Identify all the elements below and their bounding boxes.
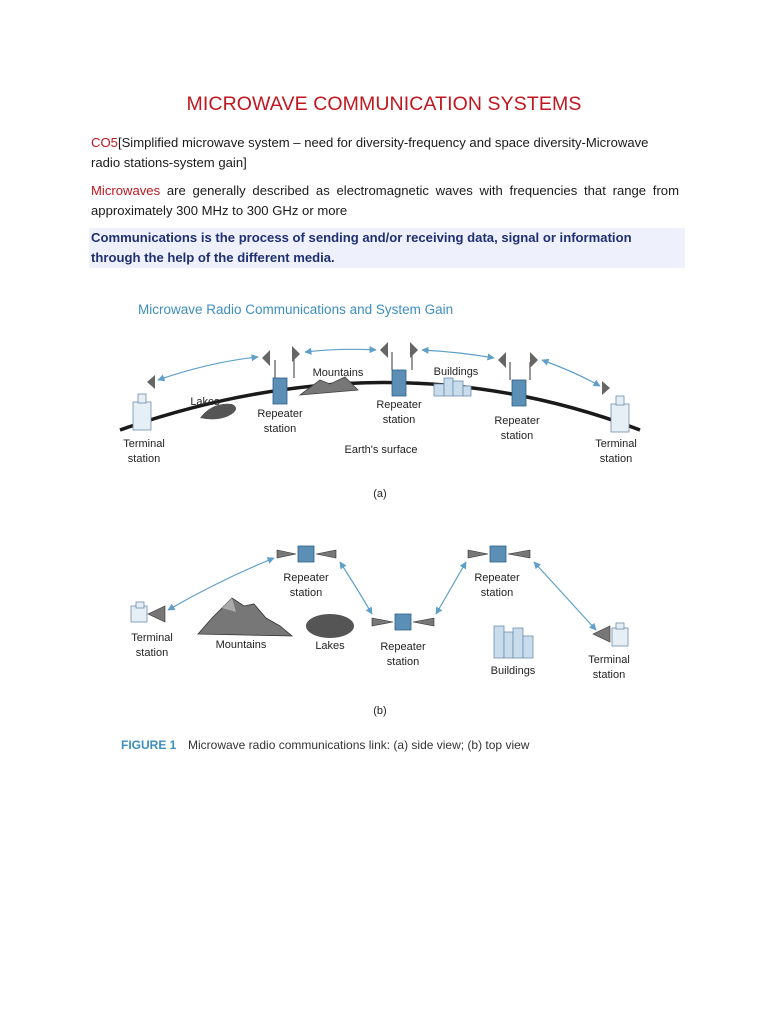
link-arrow bbox=[340, 562, 372, 614]
microwaves-term: Microwaves bbox=[91, 183, 161, 198]
link-arrow bbox=[436, 562, 466, 614]
dish-antenna-icon bbox=[380, 342, 388, 358]
co-label: CO5 bbox=[91, 135, 118, 150]
terminal-label-left-b-2: station bbox=[135, 647, 169, 659]
repeater-label-3a-1: Repeater bbox=[494, 415, 540, 427]
terminal-label-right-b-1: Terminal bbox=[588, 654, 630, 666]
buildings-shape-b bbox=[494, 626, 533, 658]
buildings-label-a: Buildings bbox=[433, 366, 479, 378]
dish-antenna-icon bbox=[277, 550, 296, 558]
repeater-label-2a-2: station bbox=[382, 414, 416, 426]
repeater-label-3b-1: Repeater bbox=[474, 572, 520, 584]
lakes-label-b: Lakes bbox=[315, 640, 345, 652]
repeater-station-1-a bbox=[262, 346, 300, 404]
terminal-station-right-b bbox=[593, 623, 628, 646]
repeater-label-3b-2: station bbox=[480, 587, 514, 599]
terminal-label-right-a-2: station bbox=[599, 453, 633, 465]
repeater-label-2b-2: station bbox=[386, 656, 420, 668]
dish-antenna-icon bbox=[593, 626, 610, 642]
link-arrow bbox=[422, 350, 494, 358]
figure-caption-label: FIGURE 1 bbox=[121, 738, 177, 752]
repeater-label-1b-2: station bbox=[289, 587, 323, 599]
terminal-label-right-a-1: Terminal bbox=[595, 438, 637, 450]
buildings-label-b: Buildings bbox=[490, 665, 536, 677]
subfigure-label-a: (a) bbox=[373, 488, 387, 500]
mountains-label-b: Mountains bbox=[215, 639, 267, 651]
link-arrow bbox=[534, 562, 596, 630]
dish-antenna-icon bbox=[147, 375, 155, 389]
mountains-label-a: Mountains bbox=[312, 367, 364, 379]
link-arrow bbox=[168, 558, 274, 610]
link-arrow bbox=[542, 360, 600, 386]
page-title: MICROWAVE COMMUNICATION SYSTEMS bbox=[186, 93, 582, 115]
communications-highlight: Communications is the process of sending and/or receiving data, signal or information through the help of the different media. bbox=[89, 228, 685, 268]
dish-antenna-icon bbox=[410, 342, 418, 358]
terminal-label-left-a-2: station bbox=[127, 453, 161, 465]
microwaves-text: are generally described as electromagnetic waves with frequencies that range from approximately 300 MHz to 300 GHz or more bbox=[91, 183, 679, 218]
terminal-station-left-a bbox=[133, 375, 155, 430]
dish-antenna-icon bbox=[148, 606, 165, 622]
terminal-label-left-b-1: Terminal bbox=[131, 632, 173, 644]
repeater-label-1b-1: Repeater bbox=[283, 572, 329, 584]
repeater-station-3-b bbox=[468, 546, 530, 562]
figure-title: Microwave Radio Communications and System Gain bbox=[138, 302, 454, 317]
repeater-label-1a-1: Repeater bbox=[257, 408, 303, 420]
dish-antenna-icon bbox=[316, 550, 336, 558]
dish-antenna-icon bbox=[292, 346, 300, 362]
side-view bbox=[120, 342, 640, 500]
dish-antenna-icon bbox=[262, 350, 270, 366]
repeater-station-1-b bbox=[277, 546, 336, 562]
terminal-station-right-a bbox=[602, 381, 629, 432]
repeater-label-2a-1: Repeater bbox=[376, 399, 422, 411]
lake-shape-b bbox=[306, 614, 354, 638]
dish-antenna-icon bbox=[508, 550, 530, 558]
co-text: [Simplified microwave system – need for diversity-frequency and space diversity-Microwave radio stations-system gain] bbox=[91, 135, 649, 170]
dish-antenna-icon bbox=[602, 381, 610, 395]
earth-surface-label: Earth's surface bbox=[344, 444, 418, 456]
repeater-station-2-a bbox=[380, 342, 418, 396]
repeater-label-2b-1: Repeater bbox=[380, 641, 426, 653]
figure-caption-text: Microwave radio communications link: (a) side view; (b) top view bbox=[188, 738, 530, 752]
top-view bbox=[131, 546, 630, 717]
buildings-shape-a bbox=[434, 378, 471, 396]
terminal-label-left-a-1: Terminal bbox=[123, 438, 165, 450]
dish-antenna-icon bbox=[468, 550, 488, 558]
dish-antenna-icon bbox=[413, 618, 434, 626]
terminal-label-right-b-2: station bbox=[592, 669, 626, 681]
repeater-label-3a-2: station bbox=[500, 430, 534, 442]
dish-antenna-icon bbox=[498, 352, 506, 368]
repeater-station-2-b bbox=[372, 614, 434, 630]
lakes-label-a: Lakes bbox=[190, 396, 220, 408]
terminal-station-left-b bbox=[131, 602, 165, 622]
link-arrow bbox=[305, 349, 376, 352]
subfigure-label-b: (b) bbox=[373, 705, 387, 717]
dish-antenna-icon bbox=[372, 618, 393, 626]
link-arrow bbox=[158, 357, 258, 380]
side-view-links bbox=[158, 349, 600, 386]
mountains-shape-b bbox=[198, 598, 292, 636]
repeater-label-1a-2: station bbox=[263, 423, 297, 435]
dish-antenna-icon bbox=[530, 352, 538, 368]
